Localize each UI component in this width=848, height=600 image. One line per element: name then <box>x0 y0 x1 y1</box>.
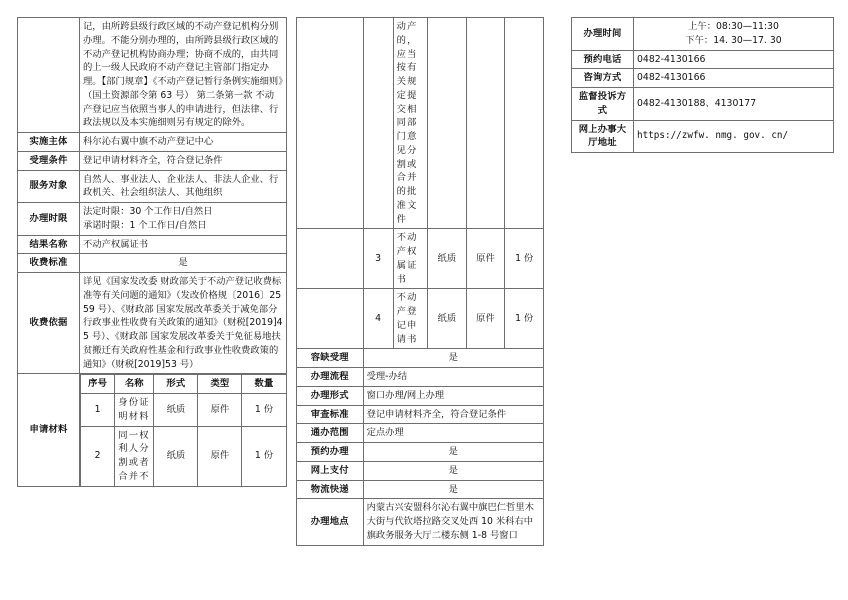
row-value-tolerance-acceptance: 是 <box>363 349 543 368</box>
table-row <box>297 443 544 462</box>
table-row <box>297 461 544 480</box>
row-value-result-name: 不动产权属证书 <box>80 235 287 254</box>
row-label-review-standard: 审查标准 <box>297 405 364 424</box>
row-value-implementing-body: 科尔沁右翼中旗不动产登记中心 <box>80 133 287 152</box>
row-label-fee-standard: 收费标准 <box>18 254 80 273</box>
materials-cell-name: 同一权利人分割或者合并不 <box>115 426 154 486</box>
row-value-acceptance-conditions: 登记申请材料齐全，符合登记条件 <box>80 151 287 170</box>
row-value-fee-standard: 是 <box>80 254 287 273</box>
left-table <box>17 17 287 487</box>
materials-cell-qty: 1 份 <box>242 394 286 427</box>
materials-cell-qty: 1 份 <box>242 426 286 486</box>
materials-label-spacer <box>297 229 364 289</box>
materials-cell-type: 原件 <box>198 394 242 427</box>
row-label-supervision-complaint: 监督投诉方式 <box>572 88 634 121</box>
row-value-appointment-phone: 0482-4130166 <box>634 50 834 69</box>
materials-row <box>297 289 544 349</box>
table-row <box>297 386 544 405</box>
row-label-universal-scope: 通办范围 <box>297 424 364 443</box>
table-row <box>572 50 834 69</box>
table-row <box>297 480 544 499</box>
table-row <box>297 405 544 424</box>
materials-cell-qty: 1 份 <box>505 229 544 289</box>
materials-cell-form: 纸质 <box>154 426 198 486</box>
materials-cell-name: 动产的，应当按有关规定提交相同部门意见分割或合并的批准文件 <box>393 18 427 229</box>
materials-cell-qty: 1 份 <box>505 289 544 349</box>
row-label-continuation-paragraph <box>18 18 80 133</box>
table-row <box>297 499 544 545</box>
table-row <box>572 120 834 153</box>
row-label-appointment-phone: 预约电话 <box>572 50 634 69</box>
materials-cell-type <box>466 18 505 229</box>
row-label-processing-flow: 办理流程 <box>297 368 364 387</box>
materials-cell-name: 不动产登记申请书 <box>393 289 427 349</box>
materials-cell-seq <box>363 18 393 229</box>
row-label-service-targets: 服务对象 <box>18 170 80 203</box>
table-row <box>572 69 834 88</box>
materials-cell-seq: 2 <box>81 426 115 486</box>
materials-row <box>297 229 544 289</box>
row-label-application-materials: 申请材料 <box>18 374 80 487</box>
row-value-continuation-paragraph: 记，由所跨县级行政区域的不动产登记机构分别办理。不能分别办理的，由所跨县级行政区域的不动产登记机构协商办理；协商不成的，由共同的上一级人民政府不动产登记主管部门指定办理。【部门规章】《不动产登记暂行条例实施细则》（国土资源部令第 63 号） 第二条第一款 不动产登记应当依照当事人的申请进行，但法律、行政法规以及本实施细则另有规定的除外。 <box>80 18 287 133</box>
row-value-online-hall-address[interactable]: https://zwfw. nmg. gov. cn/ <box>634 120 834 153</box>
materials-col-header: 数量 <box>242 375 286 394</box>
row-value-processing-location: 内蒙古兴安盟科尔沁右翼中旗巴仁哲里木大街与代钦塔拉路交叉处西 10 米科右中旗政务服务大厅二楼东侧 1-8 号窗口 <box>363 499 543 545</box>
application-materials-grid <box>80 374 287 487</box>
table-row <box>18 133 287 152</box>
middle-table-block <box>296 17 544 546</box>
row-value-service-targets: 自然人、事业法人、企业法人、非法人企业、行政机关、社会组织法人、其他组织 <box>80 170 287 203</box>
table-row <box>297 349 544 368</box>
row-value-processing-flow: 受理-办结 <box>363 368 543 387</box>
table-row <box>18 151 287 170</box>
row-value-supervision-complaint: 0482-4130188、4130177 <box>634 88 834 121</box>
table-row <box>572 18 834 51</box>
materials-cell-form: 纸质 <box>428 229 467 289</box>
materials-header-row <box>18 374 287 487</box>
row-label-acceptance-conditions: 受理条件 <box>18 151 80 170</box>
row-value-review-standard: 登记申请材料齐全，符合登记条件 <box>363 405 543 424</box>
materials-cell-type: 原件 <box>466 229 505 289</box>
row-value-universal-scope: 定点办理 <box>363 424 543 443</box>
row-label-processing-time-limit: 办理时限 <box>18 203 80 236</box>
row-label-online-hall-address: 网上办事大厅地址 <box>572 120 634 153</box>
materials-cell-seq: 1 <box>81 394 115 427</box>
materials-cell-form <box>428 18 467 229</box>
row-value-logistics-express: 是 <box>363 480 543 499</box>
right-table-block <box>571 17 834 153</box>
row-value-office-hours: 上午：08:30—11:30 下午：14. 30—17. 30 <box>634 18 834 51</box>
table-row <box>18 273 287 374</box>
row-value-online-payment: 是 <box>363 461 543 480</box>
materials-cell-type: 原件 <box>466 289 505 349</box>
materials-cell-seq: 3 <box>363 229 393 289</box>
row-label-tolerance-acceptance: 容缺受理 <box>297 349 364 368</box>
row-value-consultation-method: 0482-4130166 <box>634 69 834 88</box>
table-row <box>18 170 287 203</box>
row-value-processing-time-limit: 法定时限：30 个工作日/自然日 承诺时限：1 个工作日/自然日 <box>80 203 287 236</box>
row-label-processing-location: 办理地点 <box>297 499 364 545</box>
materials-label-spacer <box>297 18 364 229</box>
row-label-appointment-handling: 预约办理 <box>297 443 364 462</box>
row-label-processing-form: 办理形式 <box>297 386 364 405</box>
row-label-online-payment: 网上支付 <box>297 461 364 480</box>
materials-cell-qty <box>505 18 544 229</box>
materials-col-header: 名称 <box>115 375 154 394</box>
row-label-logistics-express: 物流快递 <box>297 480 364 499</box>
row-label-implementing-body: 实施主体 <box>18 133 80 152</box>
materials-header <box>81 375 287 394</box>
table-row <box>572 88 834 121</box>
materials-row <box>81 394 287 427</box>
table-row <box>18 254 287 273</box>
materials-col-header: 形式 <box>154 375 198 394</box>
row-label-consultation-method: 咨询方式 <box>572 69 634 88</box>
row-label-office-hours: 办理时间 <box>572 18 634 51</box>
row-label-result-name: 结果名称 <box>18 235 80 254</box>
materials-row <box>297 18 544 229</box>
row-label-fee-basis: 收费依据 <box>18 273 80 374</box>
materials-label-spacer <box>297 289 364 349</box>
materials-cell-name: 不动产权属证书 <box>393 229 427 289</box>
materials-cell-type: 原件 <box>198 426 242 486</box>
materials-col-header: 序号 <box>81 375 115 394</box>
materials-cell-form: 纸质 <box>154 394 198 427</box>
materials-col-header: 类型 <box>198 375 242 394</box>
materials-cell-seq: 4 <box>363 289 393 349</box>
middle-table <box>296 17 544 546</box>
table-row <box>18 235 287 254</box>
materials-row <box>81 426 287 486</box>
materials-cell-name: 身份证明材料 <box>115 394 154 427</box>
right-table <box>571 17 834 153</box>
table-row <box>297 368 544 387</box>
left-table-block <box>17 17 287 487</box>
materials-cell-form: 纸质 <box>428 289 467 349</box>
row-value-appointment-handling: 是 <box>363 443 543 462</box>
row-value-processing-form: 窗口办理/网上办理 <box>363 386 543 405</box>
table-row <box>18 18 287 133</box>
row-value-fee-basis: 详见《国家发改委 财政部关于不动产登记收费标准等有关问题的通知》（发改价格规〔2016〕2559 号）、《财政部 国家发展改革委关于减免部分行政事业性收费有关政策的通知》（财税[2019]45 号）、《财政部 国家发展改革委关于免征易地扶贫搬迁有关政府性基金和行政事业性收费政策的通知》（财税[2019]53 号） <box>80 273 287 374</box>
table-row <box>18 203 287 236</box>
table-row <box>297 424 544 443</box>
